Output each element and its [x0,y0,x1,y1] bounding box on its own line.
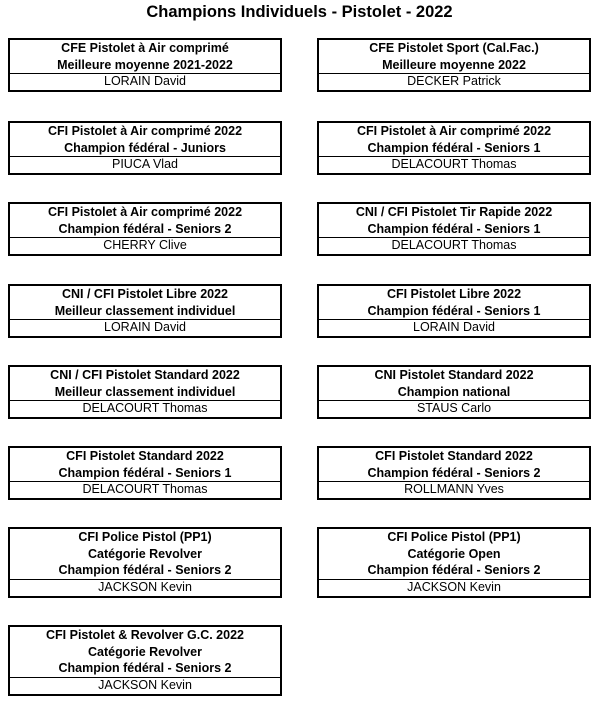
winner-name: PIUCA Vlad [111,157,178,171]
award-winner [10,677,280,694]
award-line: CFI Pistolet à Air comprimé 2022 [47,205,243,219]
award-winner [10,319,280,336]
award-line: CNI / CFI Pistolet Libre 2022 [61,287,228,301]
award-line: Champion fédéral - Seniors 2 [58,661,232,675]
award-heading [10,367,280,400]
award-heading [319,204,589,237]
award-line: Champion fédéral - Seniors 2 [58,563,232,577]
award-heading [319,123,589,156]
award-heading [319,40,589,73]
award-winner [10,156,280,173]
award-winner [10,579,280,596]
award-line: Champion fédéral - Seniors 2 [367,563,541,577]
award-winner [319,400,589,417]
winner-name: STAUS Carlo [416,401,492,415]
award-box [317,446,591,500]
winner-name: JACKSON Kevin [98,579,192,594]
award-line: CFI Police Pistol (PP1) [78,530,212,544]
award-line: Champion national [397,384,511,399]
winner-name: DELACOURT Thomas [82,482,208,496]
award-heading [10,627,280,677]
award-winner [319,579,589,596]
award-winner [10,400,280,417]
award-line: Champion fédéral - Seniors 2 [367,465,541,480]
award-line: CFI Pistolet Standard 2022 [66,449,224,463]
award-line: Champion fédéral - Juniors [64,140,226,155]
award-box [317,527,591,598]
award-heading [10,448,280,481]
award-winner [10,237,280,254]
award-line: CFI Pistolet à Air comprimé 2022 [356,124,552,138]
award-line: Champion fédéral - Seniors 1 [367,221,541,236]
award-line: CFI Pistolet Libre 2022 [386,287,522,301]
winner-name: DELACOURT Thomas [391,238,517,252]
award-heading [10,204,280,237]
award-heading [319,448,589,481]
award-box [8,121,282,175]
award-winner [319,156,589,173]
award-winner [319,481,589,498]
award-line: Meilleur classement individuel [54,303,236,318]
award-box [8,625,282,696]
winner-name: JACKSON Kevin [407,579,501,594]
award-winner [10,73,280,90]
award-line: Champion fédéral - Seniors 1 [367,140,541,155]
winner-name: ROLLMANN Yves [404,482,504,496]
winner-name: DELACOURT Thomas [82,401,208,415]
winner-name: DELACOURT Thomas [391,157,517,171]
winner-name: LORAIN David [104,320,186,334]
award-line: CFI Pistolet à Air comprimé 2022 [47,124,243,138]
award-line: CFI Pistolet & Revolver G.C. 2022 [46,628,244,642]
award-box [8,284,282,338]
award-winner [319,237,589,254]
award-line: CFI Police Pistol (PP1) [387,530,521,544]
award-box [317,121,591,175]
award-line: CFE Pistolet à Air comprimé [61,41,229,55]
award-box [317,202,591,256]
winner-name: CHERRY Clive [103,238,187,252]
award-box [8,446,282,500]
winner-name: JACKSON Kevin [98,677,192,692]
award-box [8,202,282,256]
award-box [317,38,591,92]
award-heading [10,123,280,156]
award-winner [319,73,589,90]
award-heading [10,40,280,73]
award-line: Catégorie Revolver [88,546,202,561]
award-heading [319,529,589,579]
winner-name: LORAIN David [413,320,495,334]
award-line: Meilleur classement individuel [54,384,236,399]
award-line: Champion fédéral - Seniors 2 [58,221,232,236]
award-line: Champion fédéral - Seniors 1 [58,465,232,480]
award-line: Meilleure moyenne 2022 [382,57,526,72]
award-line: CNI / CFI Pistolet Tir Rapide 2022 [355,205,553,219]
award-box [8,38,282,92]
award-line: Champion fédéral - Seniors 1 [367,303,541,318]
award-box [8,527,282,598]
award-line: CNI / CFI Pistolet Standard 2022 [50,368,240,382]
award-line: Catégorie Open [407,546,501,561]
award-winner [10,481,280,498]
page-title: Champions Individuels - Pistolet - 2022 [146,3,453,21]
award-line: CFE Pistolet Sport (Cal.Fac.) [369,41,539,55]
award-line: Catégorie Revolver [88,644,202,659]
award-line: CFI Pistolet Standard 2022 [375,449,533,463]
award-line: Meilleure moyenne 2021-2022 [57,57,233,72]
award-heading [10,286,280,319]
award-heading [319,286,589,319]
winner-name: LORAIN David [104,74,186,88]
award-line: CNI Pistolet Standard 2022 [374,368,534,382]
award-box [317,365,591,419]
winner-name: DECKER Patrick [407,74,501,88]
award-box [317,284,591,338]
award-heading [319,367,589,400]
award-winner [319,319,589,336]
award-heading [10,529,280,579]
award-box [8,365,282,419]
